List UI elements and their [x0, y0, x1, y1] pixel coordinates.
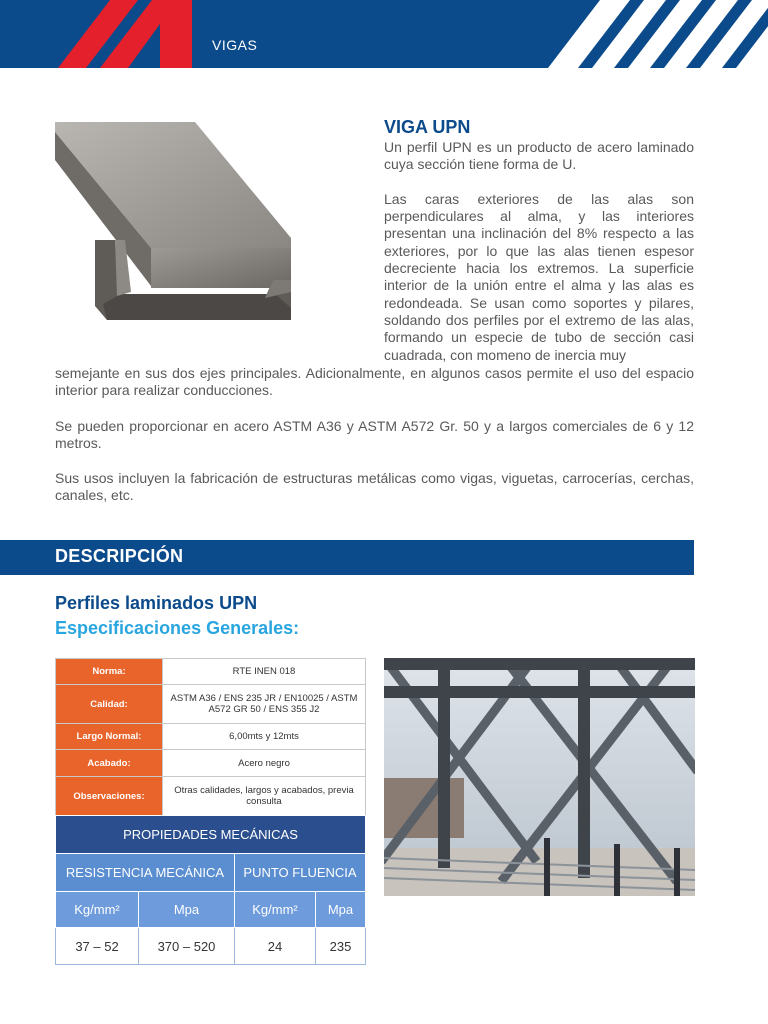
unit-header: Mpa — [139, 892, 235, 928]
table-row — [56, 685, 366, 724]
table-row — [56, 892, 366, 928]
spec-value: Otras calidades, largos y acabados, previa consulta — [163, 777, 366, 816]
steel-bridge-image — [384, 658, 695, 896]
spec-label: Calidad: — [56, 685, 163, 724]
page-header — [0, 0, 768, 68]
profiles-subtitle: Perfiles laminados UPN — [55, 593, 258, 613]
upn-beam-image — [55, 120, 365, 360]
intro-column — [384, 139, 694, 364]
spec-value: RTE INEN 018 — [163, 659, 366, 685]
header-stripes-decoration — [548, 0, 768, 68]
table-row — [56, 777, 366, 816]
table-row — [56, 659, 366, 685]
spec-label: Acabado: — [56, 750, 163, 777]
resistance-header: RESISTENCIA MECÁNICA — [56, 854, 235, 892]
specs-subtitle: Especificaciones Generales: — [55, 618, 300, 638]
specifications-table — [55, 658, 366, 816]
yield-point-header: PUNTO FLUENCIA — [235, 854, 366, 892]
spec-value: Acero negro — [163, 750, 366, 777]
table-row — [56, 928, 366, 965]
table-row — [56, 816, 366, 854]
spec-value: 6,00mts y 12mts — [163, 724, 366, 750]
unit-header: Kg/mm² — [235, 892, 316, 928]
intro-paragraph: Un perfil UPN es un producto de acero laminado cuya sección tiene forma de U. — [384, 139, 694, 173]
detail-paragraph-continued: semejante en sus dos ejes principales. Adicionalmente, en algunos casos permite el uso del espacio interior para realizar conducciones. — [55, 365, 694, 399]
table-row — [56, 854, 366, 892]
value-cell: 235 — [316, 928, 366, 965]
description-title: DESCRIPCIÓN — [55, 546, 184, 566]
description-section-bar — [0, 540, 694, 575]
materials-paragraph: Se pueden proporcionar en acero ASTM A36 y ASTM A572 Gr. 50 y a largos comerciales de 6 y 12 metros. — [55, 418, 694, 452]
spec-label: Observaciones: — [56, 777, 163, 816]
mechanical-properties-table — [55, 815, 366, 965]
table-row — [56, 724, 366, 750]
table-row — [56, 750, 366, 777]
uses-paragraph: Sus usos incluyen la fabricación de estructuras metálicas como vigas, viguetas, carrocerías, cerchas, canales, etc. — [55, 470, 694, 504]
product-title: VIGA UPN — [384, 117, 471, 137]
mechanical-title: PROPIEDADES MECÁNICAS — [56, 816, 366, 854]
unit-header: Kg/mm² — [56, 892, 139, 928]
unit-header: Mpa — [316, 892, 366, 928]
spec-value: ASTM A36 / ENS 235 JR / EN10025 / ASTM A572 GR 50 / ENS 355 J2 — [163, 685, 366, 724]
value-cell: 37 – 52 — [56, 928, 139, 965]
detail-paragraph: Las caras exteriores de las alas son perpendiculares al alma, y las interiores presentan una inclinación del 8% respecto a las exteriores, por lo que las alas tienen espesor decreciente hacia los extremos. La superficie interior de la unión entre el alma y las alas es redondeada. Se usan como soportes y pilares, soldando dos perfiles por el extremo de las alas, formando un especie de tubo de sección casi cuadrada, con momeno de inercia muy — [384, 190, 694, 363]
company-logo — [0, 0, 200, 68]
spec-label: Norma: — [56, 659, 163, 685]
header-section-title: VIGAS — [212, 37, 258, 53]
value-cell: 24 — [235, 928, 316, 965]
spec-label: Largo Normal: — [56, 724, 163, 750]
value-cell: 370 – 520 — [139, 928, 235, 965]
